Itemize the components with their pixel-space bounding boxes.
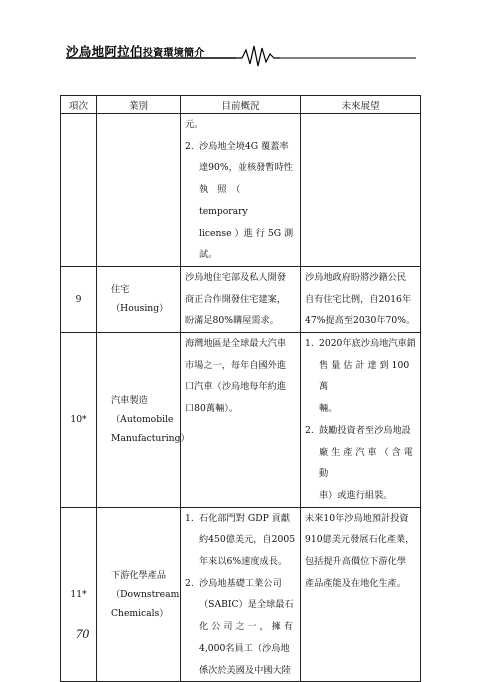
list-item-line: 約450億美元，自2005 [199, 534, 296, 546]
list-item [301, 333, 420, 420]
list-item-line: 執 照 （ temporary [199, 184, 250, 217]
list-item-number: 1. [305, 338, 314, 350]
current-text-line: 商正合作開發住宅建案， [185, 293, 287, 305]
list-item [181, 136, 300, 266]
list-item-line: 輛。 [319, 403, 338, 415]
page-header [60, 34, 420, 68]
page-number: 70 [76, 626, 89, 641]
list-item [181, 508, 300, 573]
list-item-line: 年來以6%速度成長。 [199, 556, 288, 568]
list-item-number: 2. [185, 140, 194, 152]
outlook-text-line: 自有住宅比例，自2016年 [305, 293, 412, 305]
category-line: （Downstream [111, 588, 180, 600]
table-row [61, 266, 421, 332]
current-text-line: 沙烏地住宅部及私人開發 [185, 271, 287, 283]
list-item-line: license ）進 行 5G 測 [199, 227, 294, 239]
row-number: 11* [61, 507, 97, 682]
current-text-line: 元。 [185, 119, 204, 130]
row-current [181, 333, 301, 508]
current-numbered-list [181, 136, 300, 266]
current-text-line: 盼滿足80%購屋需求。 [185, 315, 279, 327]
list-item-line: 車）或進行組裝。 [319, 489, 393, 501]
current-text-line: 市場之一，每年自國外進 [185, 359, 287, 371]
current-text-line: 口80萬輛）。 [185, 403, 239, 415]
list-item-line: 達90%，並核發暫時性 [199, 162, 293, 174]
category-line: 汽車製造 [111, 395, 148, 407]
header-title-sub: 投資環境簡介 [142, 48, 205, 59]
col-header-no: 項次 [61, 96, 97, 114]
list-item-line: 化 公 司 之 一 ， 擁 有 [199, 621, 293, 633]
row-current [181, 266, 301, 332]
outlook-text-line: 910億美元發展石化產業， [305, 534, 415, 546]
row-category [97, 266, 181, 332]
row-current [181, 507, 301, 682]
category-line: Manufacturing） [111, 433, 190, 445]
col-header-current: 目前概況 [181, 96, 301, 114]
category-line: （Automobile [111, 414, 174, 426]
outlook-text-line: 沙烏地政府盼將沙籍公民 [305, 271, 407, 283]
list-item [301, 420, 420, 507]
category-line: Chemicals） [111, 607, 169, 619]
outlook-text-line: 產品產能及在地化生產。 [305, 577, 407, 589]
list-item-line: 鼓勵投資者至沙烏地設 [319, 424, 411, 436]
list-item-line: 廠 生 產 汽 車 （ 含 電 動 [319, 446, 413, 480]
list-item-line: 試。 [199, 249, 218, 261]
table-row [61, 507, 421, 682]
col-header-category: 業別 [97, 96, 181, 114]
table-header-row [61, 96, 421, 114]
list-item-number: 1. [185, 512, 194, 524]
category-line: 住宅（Housing） [111, 284, 169, 315]
row-current [181, 114, 301, 267]
outlook-text-line: 未來10年沙烏地預計投資 [305, 512, 409, 524]
header-title-main: 沙烏地阿拉伯 [66, 44, 143, 59]
current-numbered-list [181, 508, 300, 682]
current-text-line: 海灣地區是全球最大汽車 [185, 338, 287, 350]
list-item-line: 售 量 估 計 達 到 100 萬 [319, 359, 410, 393]
col-header-outlook: 未來展望 [301, 96, 421, 114]
current-text-line: 口汽車（沙烏地每年約進 [185, 381, 287, 393]
table-row [61, 333, 421, 508]
list-item-line: 4,000名員工（沙烏地 [199, 642, 290, 654]
outlook-text-line: 包括提升高價位下游化學 [305, 556, 407, 568]
list-item-line: 石化部門對 GDP 貢獻 [199, 512, 291, 524]
category-line: 下游化學產品 [111, 569, 167, 581]
table-row [61, 114, 421, 267]
row-category [97, 114, 181, 267]
row-outlook [301, 114, 421, 267]
row-outlook [301, 507, 421, 682]
list-item-line: 2020年底沙烏地汽車銷 [319, 338, 416, 350]
row-number [61, 114, 97, 267]
list-item [181, 573, 300, 682]
row-number: 10* [61, 333, 97, 508]
list-item-line: 係次於美國及中國大陸 [199, 664, 291, 676]
row-category [97, 507, 181, 682]
investment-table [60, 95, 421, 682]
list-item-number: 2. [305, 424, 314, 436]
header-title [66, 42, 205, 60]
row-number: 9 [61, 266, 97, 332]
row-category [97, 333, 190, 508]
row-outlook [301, 266, 421, 332]
list-item-line: 沙烏地基礎工業公司 [199, 577, 282, 589]
outlook-numbered-list [301, 333, 420, 507]
row-outlook [301, 333, 421, 508]
list-item-number: 2. [185, 577, 194, 589]
list-item-line: 沙烏地全境4G 覆蓋率 [199, 140, 289, 152]
outlook-text-line: 47%提高至2030年70%。 [305, 315, 416, 327]
list-item-line: （SABIC）是全球最石 [199, 599, 294, 611]
